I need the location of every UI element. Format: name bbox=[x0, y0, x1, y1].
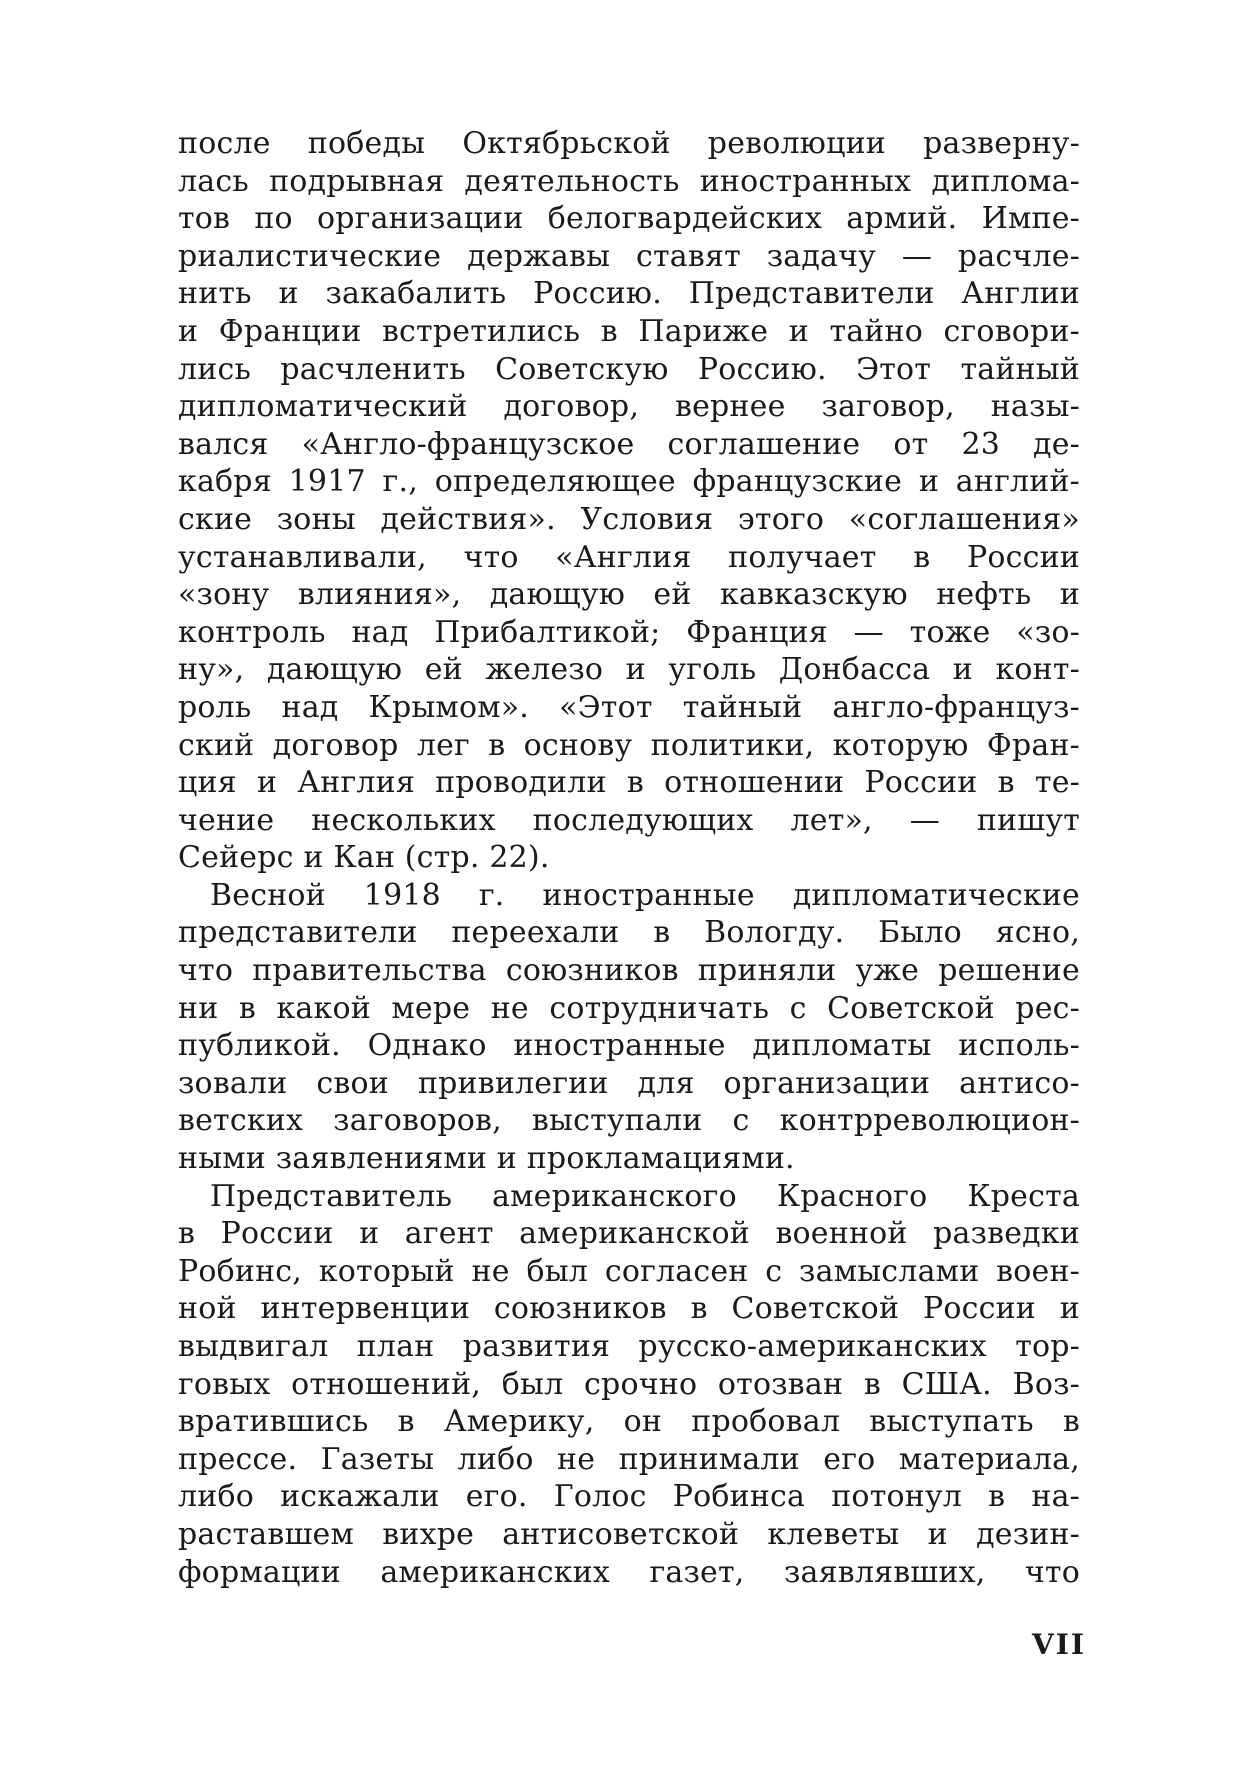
text-line: лись расчленить Советскую Россию. Этот тайный bbox=[178, 351, 1080, 387]
text-line: говых отношений, был срочно отозван в США. Воз- bbox=[178, 1366, 1080, 1402]
text-line: формации американских газет, заявлявших, что bbox=[178, 1554, 1080, 1590]
text-line: в России и агент американской военной разведки bbox=[178, 1216, 1080, 1252]
text-line: Сейерс и Кан (стр. 22). bbox=[178, 840, 550, 876]
text-line: риалистические державы ставят задачу — расчле- bbox=[178, 238, 1080, 274]
text-line: устанавливали, что «Англия получает в России bbox=[178, 539, 1080, 575]
text-line: Весной 1918 г. иностранные дипломатические bbox=[210, 877, 1080, 913]
text-line: выдвигал план развития русско-американских тор- bbox=[178, 1329, 1080, 1364]
text-line: нить и закабалить Россию. Представители Англии bbox=[178, 276, 1080, 312]
text-line: кабря 1917 г., определяющее французские и англий- bbox=[178, 464, 1080, 500]
text-line: ну», дающую ей железо и уголь Донбасса и конт- bbox=[178, 652, 1080, 688]
text-line: роль над Крымом». «Этот тайный англо-француз- bbox=[178, 689, 1080, 725]
text-line: дипломатический договор, вернее заговор, назы- bbox=[178, 389, 1080, 425]
text-line: ция и Англия проводили в отношении России в те- bbox=[178, 765, 1080, 801]
text-line: вратившись в Америку, он пробовал выступать в bbox=[178, 1404, 1080, 1440]
text-line: и Франции встретились в Париже и тайно сговори- bbox=[178, 313, 1080, 349]
text-line: ветских заговоров, выступали с контрреволюцион- bbox=[178, 1103, 1080, 1139]
text-line: прессе. Газеты либо не принимали его материала, bbox=[178, 1441, 1080, 1477]
text-line: представители переехали в Вологду. Было ясно, bbox=[178, 915, 1080, 951]
text-line: лась подрывная деятельность иностранных диплома- bbox=[178, 163, 1080, 199]
page-number: VII bbox=[1032, 1628, 1086, 1661]
text-line: ни в какой мере не сотрудничать с Советской рес- bbox=[178, 990, 1080, 1026]
text-line: чение нескольких последующих лет», — пишут bbox=[178, 802, 1080, 838]
text-line: ский договор лег в основу политики, которую Фран- bbox=[178, 727, 1080, 763]
text-line: что правительства союзников приняли уже решение bbox=[178, 953, 1080, 989]
text-line: зовали свои привилегии для организации антисо- bbox=[178, 1065, 1080, 1101]
text-line: ной интервенции союзников в Советской России и bbox=[178, 1291, 1080, 1327]
text-line: «зону влияния», дающую ей кавказскую нефть и bbox=[178, 577, 1080, 613]
text-line: ными заявлениями и прокламациями. bbox=[178, 1141, 795, 1177]
text-line: после победы Октябрьской революции разверну- bbox=[178, 126, 1080, 161]
text-line: либо искажали его. Голос Робинса потонул в на- bbox=[178, 1479, 1080, 1515]
text-line: ские зоны действия». Условия этого «соглашения» bbox=[178, 501, 1080, 537]
text-line: публикой. Однако иностранные дипломаты исполь- bbox=[178, 1028, 1080, 1064]
body-text bbox=[178, 125, 1080, 1591]
text-line: вался «Англо-французское соглашение от 23 де- bbox=[178, 426, 1080, 462]
text-line: тов по организации белогвардейских армий. Импе- bbox=[178, 201, 1080, 237]
text-line: раставшем вихре антисоветской клеветы и дезин- bbox=[178, 1516, 1080, 1552]
text-line: контроль над Прибалтикой; Франция — тоже «зо- bbox=[178, 614, 1080, 650]
text-line: Представитель американского Красного Креста bbox=[210, 1178, 1080, 1214]
text-line: Робинс, который не был согласен с замыслами воен- bbox=[178, 1253, 1080, 1289]
